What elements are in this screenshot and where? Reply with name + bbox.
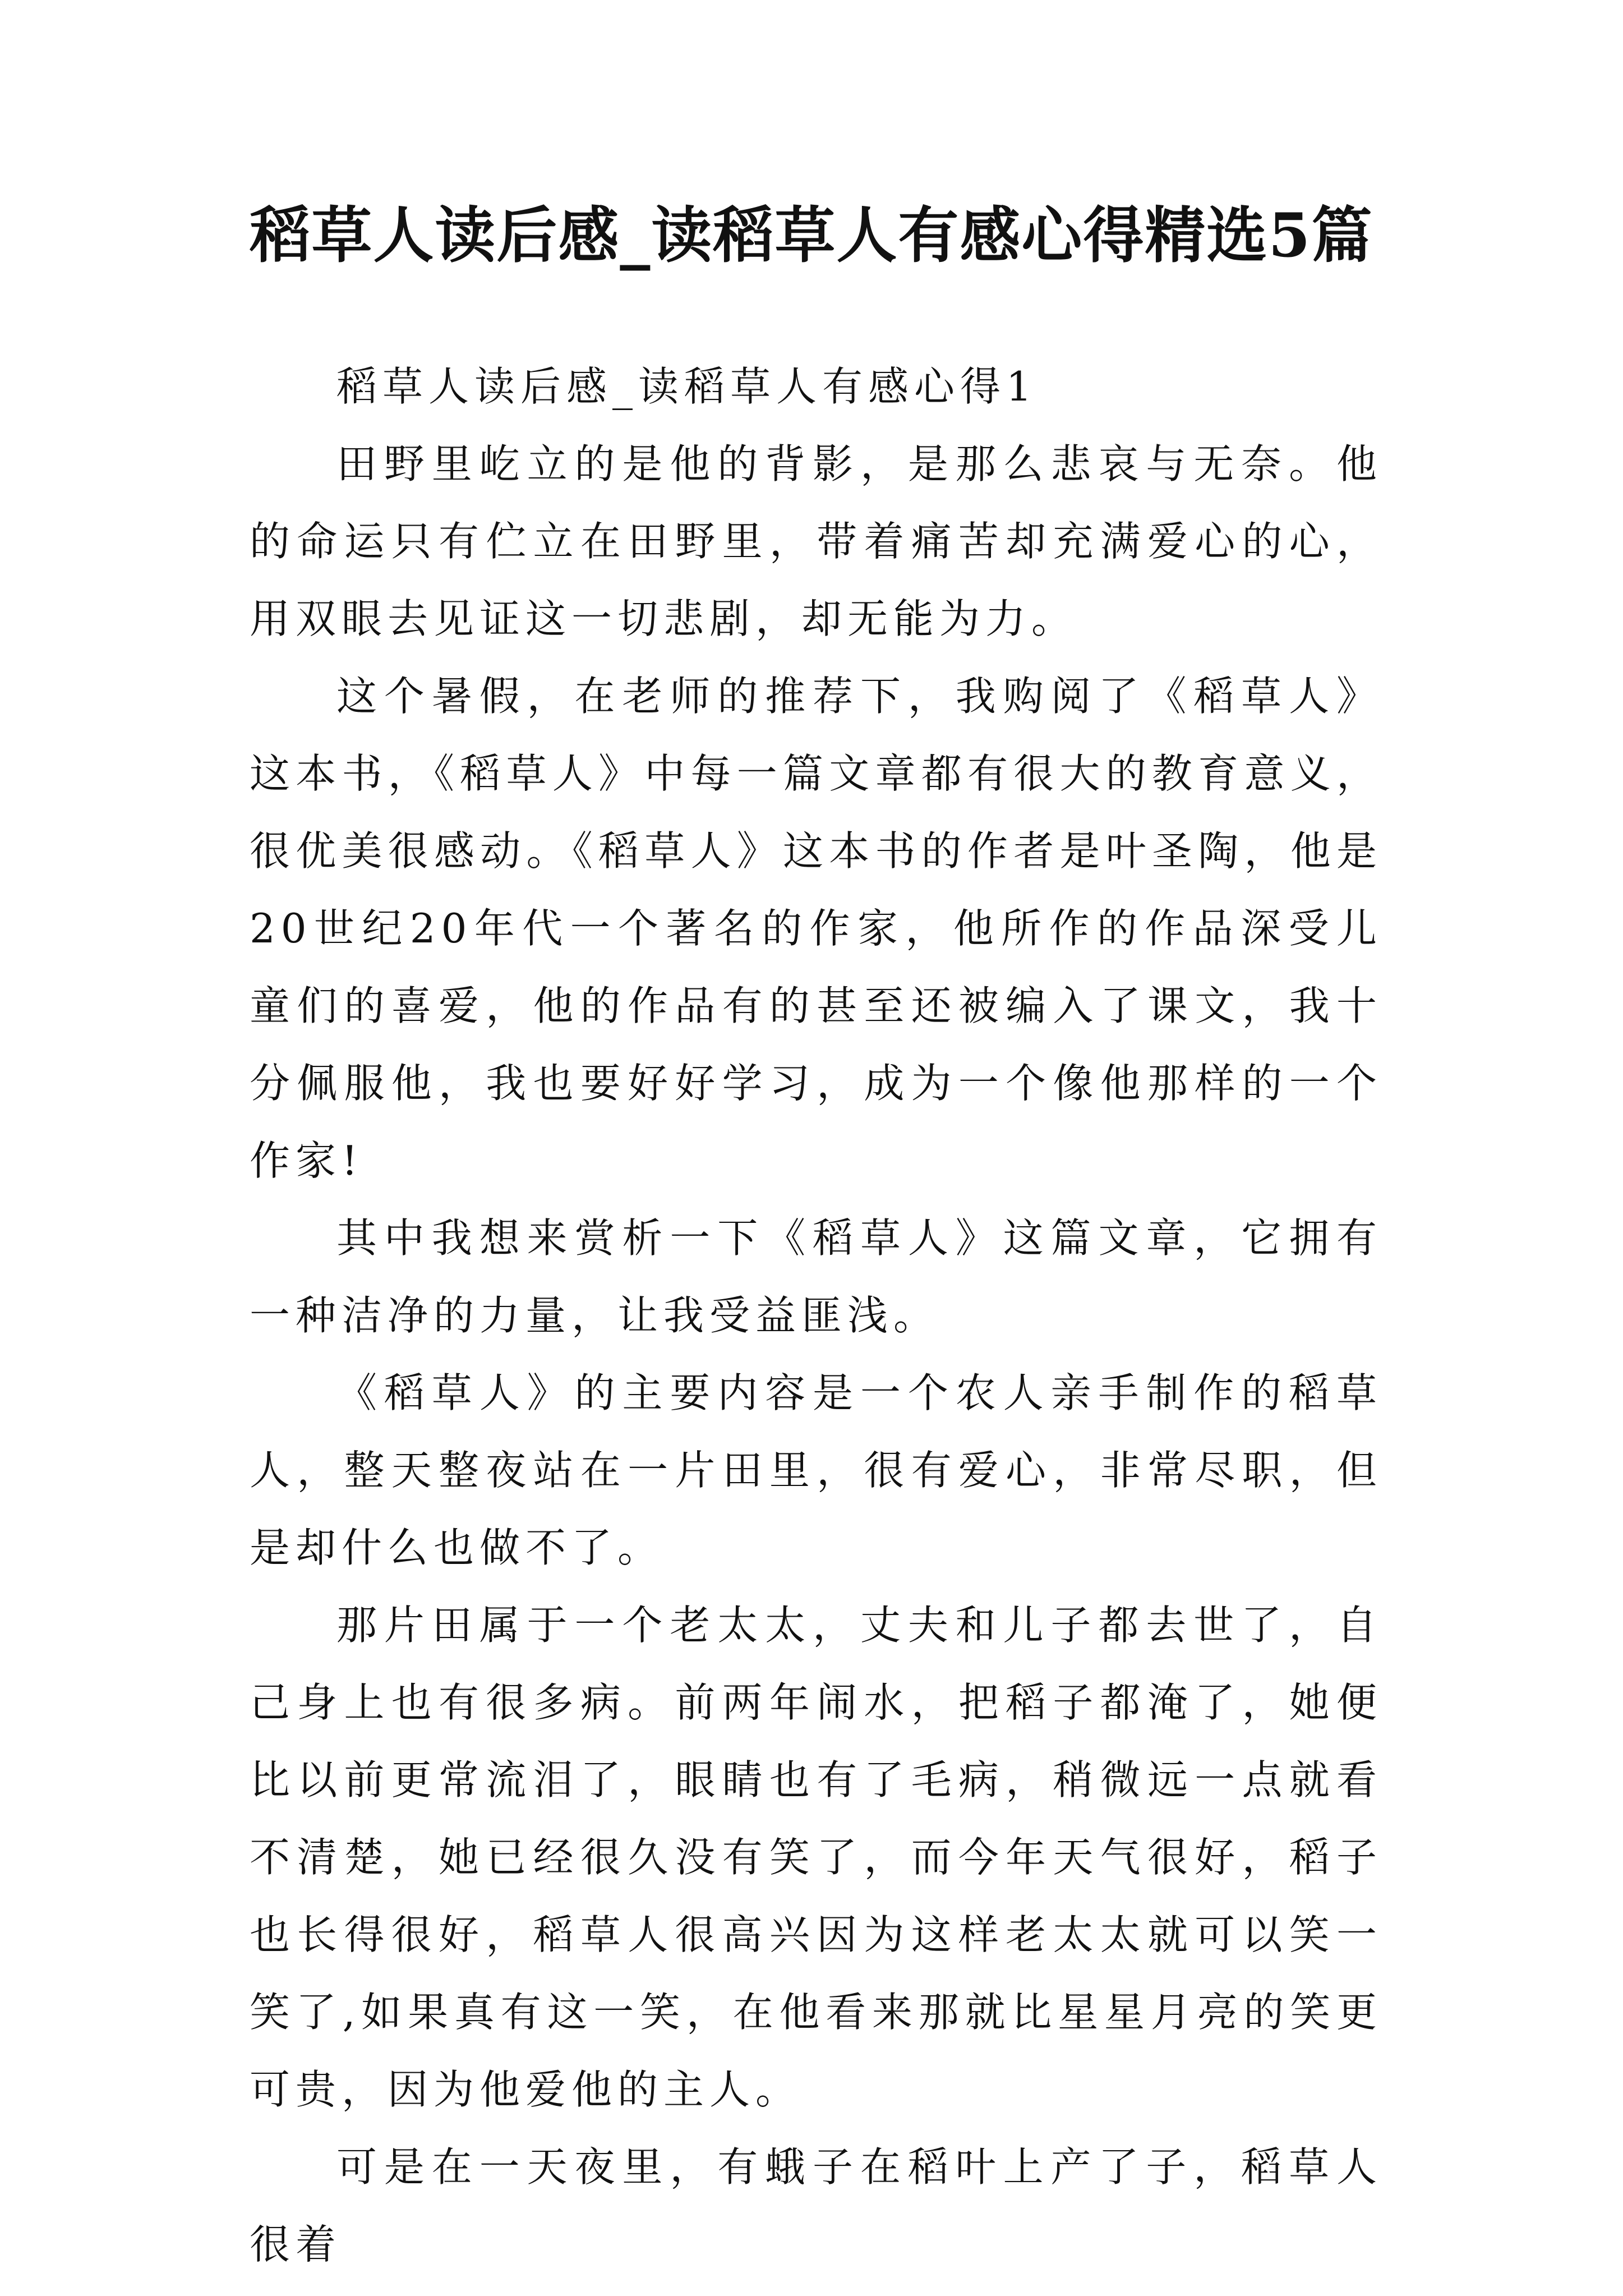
paragraph: 《稻草人》的主要内容是一个农人亲手制作的稻草人，整天整夜站在一片田里，很有爱心，非常尽职，但是却什么也做不了。	[250, 1369, 1382, 1571]
section-heading: 稻草人读后感_读稻草人有感心得1	[336, 363, 1038, 410]
paragraph: 田野里屹立的是他的背影，是那么悲哀与无奈。他的命运只有伫立在田野里，带着痛苦却充满爱心的心，用双眼去见证这一切悲剧，却无能为力。	[250, 440, 1382, 642]
paragraph: 可是在一天夜里，有蛾子在稻叶上产了子，稻草人很着	[250, 2143, 1382, 2268]
paragraph: 这个暑假，在老师的推荐下，我购阅了《稻草人》这本书，《稻草人》中每一篇文章都有很大的教育意义，很优美很感动。《稻草人》这本书的作者是叶圣陶，他是20世纪20年代一个著名的作家，他所作的作品深受儿童们的喜爱，他的作品有的甚至还被编入了课文，我十分佩服他，我也要好好学习，成为一个像他那样的一个作家!	[250, 673, 1382, 1184]
document-body	[250, 348, 1382, 2283]
paragraph: 那片田属于一个老太太，丈夫和儿子都去世了，自己身上也有很多病。前两年闹水，把稻子都淹了，她便比以前更常流泪了，眼睛也有了毛病，稍微远一点就看不清楚，她已经很久没有笑了，而今年天气很好，稻子也长得很好，稻草人很高兴因为这样老太太就可以笑一笑了,如果真有这一笑，在他看来那就比星星月亮的笑更可贵，因为他爱他的主人。	[250, 1602, 1382, 2113]
document-title: 稻草人读后感_读稻草人有感心得精选5篇	[250, 200, 1373, 271]
paragraph: 其中我想来赏析一下《稻草人》这篇文章，它拥有一种洁净的力量，让我受益匪浅。	[250, 1214, 1382, 1339]
